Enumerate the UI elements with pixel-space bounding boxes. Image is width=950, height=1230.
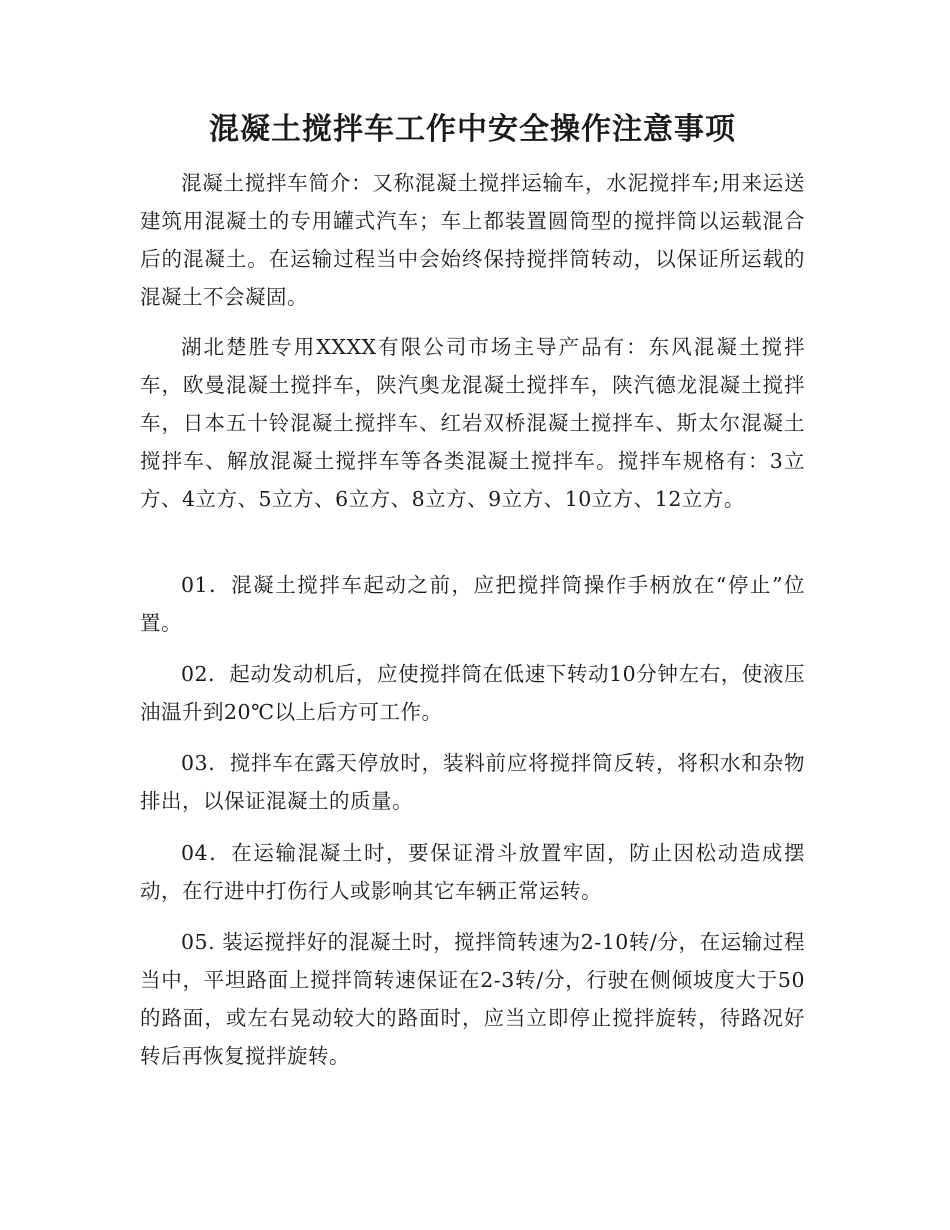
paragraph-rule-05: 05. 装运搅拌好的混凝土时，搅拌筒转速为2-10转/分，在运输过程当中，平坦路面上搅拌筒转速保证在2-3转/分，行驶在侧倾坡度大于50的路面，或左右晃动较大的路面时，应当立即停止搅拌旋转，待路况好转后再恢复搅拌旋转。 <box>140 930 805 1068</box>
paragraph-rule-02: 02．起动发动机后，应使搅拌筒在低速下转动10分钟左右，使液压油温升到20℃以上后方可工作。 <box>140 662 805 724</box>
document-title: 混凝土搅拌车工作中安全操作注意事项 <box>209 112 736 147</box>
paragraph-rule-01: 01．混凝土搅拌车起动之前，应把搅拌筒操作手柄放在“停止”位置。 <box>140 573 805 635</box>
paragraph-rule-03: 03．搅拌车在露天停放时，装料前应将搅拌筒反转，将积水和杂物排出，以保证混凝土的质量。 <box>140 751 805 813</box>
paragraph-rule-04: 04．在运输混凝土时，要保证滑斗放置牢固，防止因松动造成摆动，在行进中打伤行人或影响其它车辆正常运转。 <box>140 841 805 903</box>
paragraph-intro: 混凝土搅拌车简介：又称混凝土搅拌运输车，水泥搅拌车;用来运送建筑用混凝土的专用罐式汽车；车上都装置圆筒型的搅拌筒以运载混合后的混凝土。在运输过程当中会始终保持搅拌筒转动，以保证所运载的混凝土不会凝固。 <box>140 171 805 309</box>
paragraph-company-products: 湖北楚胜专用XXXX有限公司市场主导产品有：东风混凝土搅拌车，欧曼混凝土搅拌车，陕汽奥龙混凝土搅拌车，陕汽德龙混凝土搅拌车，日本五十铃混凝土搅拌车、红岩双桥混凝土搅拌车、斯太尔混凝土搅拌车、解放混凝土搅拌车等各类混凝土搅拌车。搅拌车规格有：3立方、4立方、5立方、6立方、8立方、9立方、10立方、12立方。 <box>140 335 805 511</box>
